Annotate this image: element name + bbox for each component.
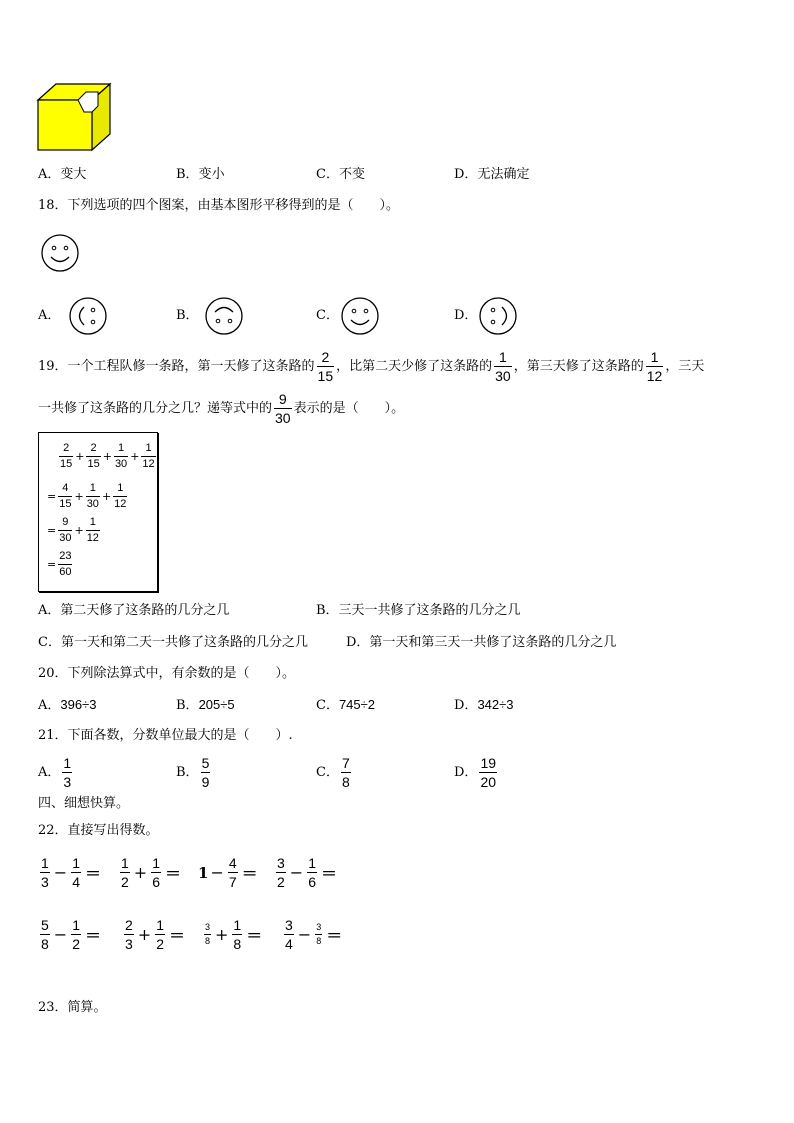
fraction: $\frac{1}{30}$ (114, 442, 128, 470)
q21-option-c[interactable] (316, 754, 353, 792)
q21-option-a[interactable] (38, 754, 74, 792)
fraction: $\frac{19}{20}$ (480, 755, 497, 790)
option-letter: C． (316, 167, 339, 182)
q17-option-a[interactable] (38, 166, 86, 184)
fraction: $\frac{3}{8}$ (205, 922, 211, 946)
fraction: $\frac{1}{12}$ (646, 349, 663, 384)
fraction: $\frac{9}{30}$ (59, 516, 72, 544)
smiley-face-icon (40, 233, 80, 273)
fraction: $\frac{1}{6}$ (308, 855, 316, 890)
fraction: $\frac{1}{30}$ (86, 482, 99, 510)
fraction: $\frac{3}{8}$ (316, 922, 322, 946)
option-letter: C． (316, 698, 339, 713)
option-letter: A． (38, 765, 61, 780)
q19-option-b[interactable]: B．三天一共修了这条路的几分之几 (316, 603, 521, 618)
q19-text: 19．一个工程队修一条路，第一天修了这条路的 (38, 359, 315, 374)
option-letter: A． (38, 698, 61, 713)
q21-option-b[interactable] (176, 754, 212, 792)
option-text: 745÷2 (338, 697, 376, 712)
fraction: $\frac{1}{2}$ (156, 917, 164, 952)
option-letter: B． (176, 698, 199, 713)
section-heading: 四、细想快算。 (38, 796, 130, 811)
fraction: $\frac{1}{12}$ (86, 516, 99, 544)
fraction: $\frac{2}{15}$ (317, 349, 334, 384)
option-letter: D． (454, 167, 478, 182)
fraction: $\frac{1}{6}$ (152, 855, 160, 890)
option-text: 342÷3 (477, 697, 514, 712)
q19-option-c[interactable]: C．第一天和第二天一共修了这条路的几分之几 (38, 635, 308, 650)
q22-stem: 22．直接写出得数。 (38, 823, 159, 838)
step-calculation-box (38, 432, 158, 592)
q17-option-d[interactable] (454, 166, 529, 184)
fraction: $\frac{9}{30}$ (275, 391, 291, 426)
q20-option-c[interactable] (316, 696, 375, 715)
face-upside-down-icon (204, 296, 244, 336)
option-text: 205÷5 (198, 697, 235, 712)
calc-row-2: = $\frac{4}{15}$ + $\frac{1}{30}$ + $\frac{1}{12}$ (47, 482, 127, 510)
fraction: $\frac{2}{15}$ (87, 442, 100, 470)
option-letter: C． (316, 765, 339, 780)
q19-text: ，比第二天少修了这条路的 (336, 359, 493, 374)
q19-text: ，第三天修了这条路的 (513, 359, 644, 374)
cube-figure (36, 82, 112, 152)
fraction: $\frac{4}{15}$ (59, 482, 72, 510)
q18-option-d[interactable]: D． (454, 308, 478, 323)
q19-text: ，三天 (665, 359, 705, 374)
fraction: $\frac{4}{7}$ (228, 855, 237, 890)
q17-option-b[interactable] (176, 166, 225, 184)
option-text: 变小 (198, 167, 225, 182)
q22-expr-6: $\frac{2}{3}$ + $\frac{1}{2}$ ＝ (125, 917, 186, 952)
q20-option-b[interactable] (176, 696, 235, 715)
q22-expr-8: $\frac{3}{4}$ − $\frac{3}{8}$ ＝ (285, 917, 343, 952)
q20-option-d[interactable] (454, 696, 514, 715)
fraction: $\frac{3}{4}$ (285, 917, 293, 952)
calc-row-1: $\frac{2}{15}$ + $\frac{2}{15}$ + $\frac{1}{30}$ + $\frac{1}{12}$ (60, 442, 155, 470)
q18-option-c[interactable]: C． (316, 308, 339, 323)
fraction: $\frac{1}{2}$ (121, 855, 129, 890)
q19-option-a[interactable]: A．第二天修了这条路的几分之几 (38, 603, 230, 618)
q18-stem: 18．下列选项的四个图案，由基本图形平移得到的是（ ）。 (38, 198, 400, 213)
calc-row-4: = $\frac{23}{60}$ (47, 550, 72, 578)
q19-text: 一共修了这条路的几分之几？递等式中的 (38, 401, 273, 416)
q19-stem-line2 (38, 390, 404, 428)
option-letter: D． (454, 765, 478, 780)
fraction: $\frac{1}{3}$ (41, 855, 49, 890)
fraction: $\frac{1}{4}$ (72, 855, 80, 890)
q20-stem: 20．下列除法算式中，有余数的是（ ）。 (38, 666, 296, 681)
q18-option-b[interactable]: B． (176, 308, 199, 323)
face-rotated-left-icon (68, 296, 108, 336)
q22-expr-1: $\frac{1}{3}$ − $\frac{1}{4}$ ＝ (41, 855, 102, 890)
q17-option-c[interactable] (316, 166, 365, 184)
fraction: $\frac{2}{15}$ (60, 442, 73, 470)
q22-expr-7: $\frac{3}{8}$ + $\frac{1}{8}$ ＝ (205, 917, 263, 952)
q19-option-d[interactable]: D．第一天和第三天一共修了这条路的几分之几 (346, 635, 617, 650)
fraction: $\frac{1}{30}$ (495, 349, 511, 384)
fraction: $\frac{5}{8}$ (41, 917, 49, 952)
fraction: $\frac{1}{12}$ (114, 482, 127, 510)
q22-expr-5: $\frac{5}{8}$ − $\frac{1}{2}$ ＝ (41, 917, 102, 952)
q21-stem: 21．下面各数，分数单位最大的是（ ）. (38, 728, 293, 743)
q19-stem-line1 (38, 348, 704, 386)
option-text: 变大 (60, 167, 87, 182)
fraction: $\frac{2}{3}$ (125, 917, 133, 952)
option-letter: B． (176, 167, 199, 182)
option-text: 396÷3 (60, 697, 97, 712)
q20-option-a[interactable] (38, 696, 96, 715)
q18-option-a[interactable]: A． (38, 308, 61, 323)
fraction: $\frac{7}{8}$ (341, 755, 350, 790)
q19-text: 表示的是（ ）。 (293, 401, 405, 416)
option-letter: B． (176, 765, 199, 780)
option-text: 无法确定 (477, 167, 530, 182)
q22-expr-4: $\frac{3}{2}$ − $\frac{1}{6}$ ＝ (277, 855, 338, 890)
q22-expr-2: $\frac{1}{2}$ + $\frac{1}{6}$ ＝ (121, 855, 182, 890)
fraction: $\frac{1}{8}$ (233, 917, 242, 952)
q22-expr-3: 1 − $\frac{4}{7}$ ＝ (198, 855, 258, 890)
calc-row-3: = $\frac{9}{30}$ + $\frac{1}{12}$ (47, 516, 99, 544)
face-translated-icon (340, 296, 380, 336)
fraction: $\frac{5}{9}$ (201, 755, 210, 790)
q21-option-d[interactable] (454, 754, 499, 792)
option-text: 不变 (338, 167, 365, 182)
fraction: $\frac{23}{60}$ (59, 550, 72, 578)
option-letter: A． (38, 167, 61, 182)
fraction: $\frac{3}{2}$ (277, 855, 285, 890)
fraction: $\frac{1}{3}$ (63, 755, 72, 790)
fraction: $\frac{1}{12}$ (142, 442, 155, 470)
fraction: $\frac{1}{2}$ (72, 917, 80, 952)
option-letter: D． (454, 698, 478, 713)
face-rotated-right-icon (478, 296, 518, 336)
q23-stem: 23．简算。 (38, 1000, 107, 1015)
